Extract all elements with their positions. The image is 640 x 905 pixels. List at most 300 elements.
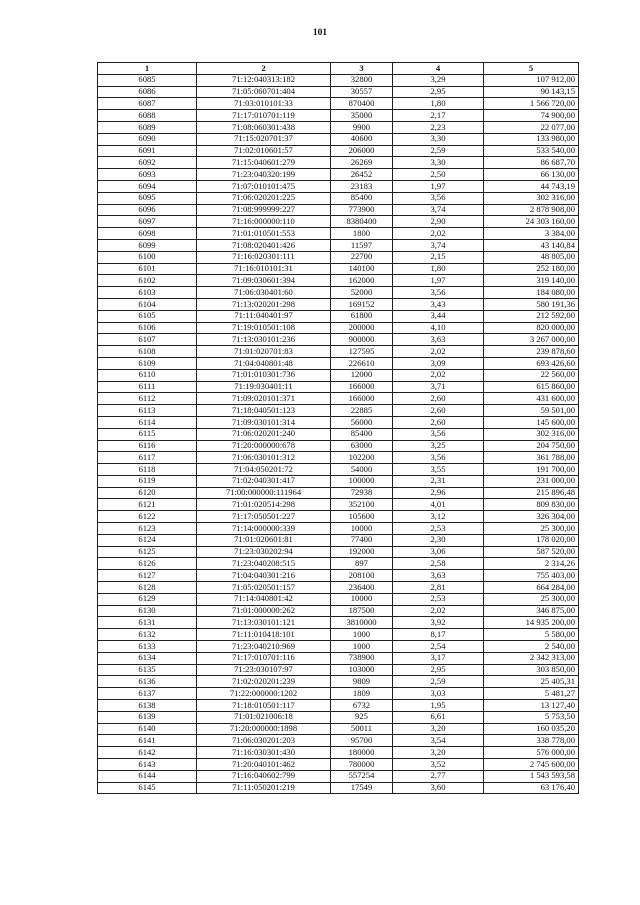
cadastral-number-cell: 71:22:000000:1202 [197, 688, 331, 700]
cadastral-number-cell: 71:17:010701:119 [197, 110, 331, 122]
value-cell: 326 304,00 [484, 511, 579, 523]
table-row [98, 641, 579, 653]
row-number-cell: 6115 [98, 428, 197, 440]
rate-cell: 2,30 [393, 534, 484, 546]
rate-cell: 2,77 [393, 770, 484, 782]
area-cell: 127595 [331, 346, 393, 358]
area-cell: 102200 [331, 452, 393, 464]
cadastral-number-cell: 71:15:040601:279 [197, 157, 331, 169]
table-row [98, 676, 579, 688]
row-number-cell: 6096 [98, 204, 197, 216]
row-number-cell: 6134 [98, 652, 197, 664]
table-row [98, 275, 579, 287]
table-row [98, 688, 579, 700]
cadastral-number-cell: 71:04:050201:72 [197, 464, 331, 476]
area-cell: 50011 [331, 723, 393, 735]
value-cell: 3 267 000,00 [484, 334, 579, 346]
row-number-cell: 6127 [98, 570, 197, 582]
row-number-cell: 6092 [98, 157, 197, 169]
table-row [98, 393, 579, 405]
cadastral-number-cell: 71:04:040801:48 [197, 357, 331, 369]
row-number-cell: 6145 [98, 782, 197, 794]
column-header-5: 5 [484, 63, 579, 75]
rate-cell: 3,63 [393, 334, 484, 346]
rate-cell: 2,15 [393, 251, 484, 263]
table-row [98, 180, 579, 192]
table-row [98, 121, 579, 133]
value-cell: 43 140,84 [484, 239, 579, 251]
cadastral-number-cell: 71:11:010418:101 [197, 629, 331, 641]
table-row [98, 192, 579, 204]
area-cell: 9809 [331, 676, 393, 688]
cadastral-number-cell: 71:09:030101:314 [197, 416, 331, 428]
row-number-cell: 6136 [98, 676, 197, 688]
rate-cell: 3,43 [393, 298, 484, 310]
area-cell: 352100 [331, 499, 393, 511]
value-cell: 338 778,00 [484, 735, 579, 747]
value-cell: 5 481,27 [484, 688, 579, 700]
table-row [98, 523, 579, 535]
cadastral-number-cell: 71:08:020401:426 [197, 239, 331, 251]
cadastral-number-cell: 71:11:040401:97 [197, 310, 331, 322]
table-header-row [98, 63, 579, 75]
cadastral-number-cell: 71:14:040801:42 [197, 593, 331, 605]
area-cell: 105600 [331, 511, 393, 523]
area-cell: 1000 [331, 629, 393, 641]
cadastral-number-cell: 71:09:020101:371 [197, 393, 331, 405]
column-header-2: 2 [197, 63, 331, 75]
table-row [98, 652, 579, 664]
value-cell: 44 743,19 [484, 180, 579, 192]
value-cell: 86 687,70 [484, 157, 579, 169]
area-cell: 925 [331, 711, 393, 723]
row-number-cell: 6093 [98, 169, 197, 181]
area-cell: 12000 [331, 369, 393, 381]
value-cell: 24 303 160,00 [484, 216, 579, 228]
row-number-cell: 6137 [98, 688, 197, 700]
cadastral-number-cell: 71:01:020514:298 [197, 499, 331, 511]
cadastral-number-cell: 71:01:000000:262 [197, 605, 331, 617]
value-cell: 178 020,00 [484, 534, 579, 546]
cadastral-number-cell: 71:08:060301:438 [197, 121, 331, 133]
value-cell: 809 830,00 [484, 499, 579, 511]
value-cell: 25 300,00 [484, 593, 579, 605]
value-cell: 2 540,00 [484, 641, 579, 653]
cadastral-number-cell: 71:23:030107:97 [197, 664, 331, 676]
area-cell: 169152 [331, 298, 393, 310]
value-cell: 133 980,00 [484, 133, 579, 145]
rate-cell: 2,23 [393, 121, 484, 133]
cadastral-number-cell: 71:02:010601:57 [197, 145, 331, 157]
row-number-cell: 6141 [98, 735, 197, 747]
table-row [98, 405, 579, 417]
table-row [98, 558, 579, 570]
row-number-cell: 6129 [98, 593, 197, 605]
area-cell: 557254 [331, 770, 393, 782]
rate-cell: 3,20 [393, 747, 484, 759]
row-number-cell: 6118 [98, 464, 197, 476]
cadastral-number-cell: 71:16:040602:799 [197, 770, 331, 782]
area-cell: 100000 [331, 475, 393, 487]
row-number-cell: 6111 [98, 381, 197, 393]
cadastral-number-cell: 71:13:030101:121 [197, 617, 331, 629]
row-number-cell: 6125 [98, 546, 197, 558]
rate-cell: 4,01 [393, 499, 484, 511]
table-row [98, 357, 579, 369]
cadastral-number-cell: 71:01:010301:736 [197, 369, 331, 381]
cadastral-number-cell: 71:19:030401:11 [197, 381, 331, 393]
area-cell: 192000 [331, 546, 393, 558]
value-cell: 5 580,00 [484, 629, 579, 641]
row-number-cell: 6117 [98, 452, 197, 464]
value-cell: 1 543 593,58 [484, 770, 579, 782]
cadastral-number-cell: 71:18:040501:123 [197, 405, 331, 417]
value-cell: 74 900,00 [484, 110, 579, 122]
row-number-cell: 6140 [98, 723, 197, 735]
value-cell: 319 140,00 [484, 275, 579, 287]
cadastral-number-cell: 71:02:040301:417 [197, 475, 331, 487]
column-header-3: 3 [331, 63, 393, 75]
area-cell: 85400 [331, 192, 393, 204]
table-row [98, 664, 579, 676]
rate-cell: 2,95 [393, 86, 484, 98]
area-cell: 200000 [331, 322, 393, 334]
value-cell: 212 592,00 [484, 310, 579, 322]
cadastral-number-cell: 71:12:040313:182 [197, 74, 331, 86]
cadastral-value-table [97, 62, 579, 794]
row-number-cell: 6099 [98, 239, 197, 251]
value-cell: 533 540,00 [484, 145, 579, 157]
table-row [98, 216, 579, 228]
cadastral-number-cell: 71:15:020701:37 [197, 133, 331, 145]
rate-cell: 3,56 [393, 287, 484, 299]
row-number-cell: 6121 [98, 499, 197, 511]
area-cell: 870400 [331, 98, 393, 110]
row-number-cell: 6100 [98, 251, 197, 263]
value-cell: 302 316,00 [484, 428, 579, 440]
value-cell: 25 300,00 [484, 523, 579, 535]
rate-cell: 2,58 [393, 558, 484, 570]
table-row [98, 98, 579, 110]
value-cell: 5 753,50 [484, 711, 579, 723]
cadastral-number-cell: 71:01:020601:81 [197, 534, 331, 546]
column-header-4: 4 [393, 63, 484, 75]
rate-cell: 1,95 [393, 700, 484, 712]
value-cell: 3 384,00 [484, 228, 579, 240]
value-cell: 2 878 908,00 [484, 204, 579, 216]
rate-cell: 2,31 [393, 475, 484, 487]
cadastral-number-cell: 71:00:000000:111964 [197, 487, 331, 499]
value-cell: 204 750,00 [484, 440, 579, 452]
rate-cell: 2,60 [393, 416, 484, 428]
column-header-1: 1 [98, 63, 197, 75]
table-row [98, 782, 579, 794]
table-row [98, 534, 579, 546]
cadastral-number-cell: 71:06:020201:225 [197, 192, 331, 204]
row-number-cell: 6088 [98, 110, 197, 122]
table-row [98, 499, 579, 511]
row-number-cell: 6133 [98, 641, 197, 653]
rate-cell: 2,59 [393, 676, 484, 688]
area-cell: 9900 [331, 121, 393, 133]
area-cell: 10000 [331, 523, 393, 535]
row-number-cell: 6097 [98, 216, 197, 228]
cadastral-number-cell: 71:08:999999:227 [197, 204, 331, 216]
area-cell: 187500 [331, 605, 393, 617]
cadastral-number-cell: 71:23:040210:969 [197, 641, 331, 653]
rate-cell: 6,61 [393, 711, 484, 723]
row-number-cell: 6102 [98, 275, 197, 287]
cadastral-number-cell: 71:19:010501:108 [197, 322, 331, 334]
value-cell: 184 080,00 [484, 287, 579, 299]
rate-cell: 1,80 [393, 98, 484, 110]
value-cell: 361 788,00 [484, 452, 579, 464]
row-number-cell: 6087 [98, 98, 197, 110]
rate-cell: 3,25 [393, 440, 484, 452]
rate-cell: 2,96 [393, 487, 484, 499]
table-row [98, 593, 579, 605]
cadastral-number-cell: 71:06:030101:312 [197, 452, 331, 464]
cadastral-number-cell: 71:06:030401:60 [197, 287, 331, 299]
area-cell: 17549 [331, 782, 393, 794]
rate-cell: 2,02 [393, 605, 484, 617]
row-number-cell: 6128 [98, 582, 197, 594]
row-number-cell: 6124 [98, 534, 197, 546]
row-number-cell: 6101 [98, 263, 197, 275]
row-number-cell: 6142 [98, 747, 197, 759]
rate-cell: 2,02 [393, 369, 484, 381]
table-row [98, 298, 579, 310]
table-row [98, 475, 579, 487]
rate-cell: 3,03 [393, 688, 484, 700]
area-cell: 63000 [331, 440, 393, 452]
row-number-cell: 6110 [98, 369, 197, 381]
rate-cell: 2,60 [393, 393, 484, 405]
table-row [98, 145, 579, 157]
table-row [98, 169, 579, 181]
value-cell: 615 860,00 [484, 381, 579, 393]
area-cell: 77400 [331, 534, 393, 546]
value-cell: 1 566 720,00 [484, 98, 579, 110]
cadastral-number-cell: 71:11:050201:219 [197, 782, 331, 794]
cadastral-number-cell: 71:23:040320:199 [197, 169, 331, 181]
row-number-cell: 6119 [98, 475, 197, 487]
row-number-cell: 6108 [98, 346, 197, 358]
rate-cell: 2,02 [393, 346, 484, 358]
value-cell: 107 912,00 [484, 74, 579, 86]
cadastral-number-cell: 71:01:010501:553 [197, 228, 331, 240]
table-row [98, 251, 579, 263]
table-row [98, 487, 579, 499]
page-number: 101 [312, 28, 328, 38]
value-cell: 90 143,15 [484, 86, 579, 98]
table-row [98, 464, 579, 476]
cadastral-number-cell: 71:20:000000:678 [197, 440, 331, 452]
table-row [98, 546, 579, 558]
value-cell: 13 127,40 [484, 700, 579, 712]
area-cell: 208100 [331, 570, 393, 582]
value-cell: 693 426,60 [484, 357, 579, 369]
table-row [98, 310, 579, 322]
row-number-cell: 6106 [98, 322, 197, 334]
rate-cell: 2,53 [393, 523, 484, 535]
area-cell: 738900 [331, 652, 393, 664]
value-cell: 22 077,00 [484, 121, 579, 133]
value-cell: 576 000,00 [484, 747, 579, 759]
rate-cell: 3,60 [393, 782, 484, 794]
area-cell: 23183 [331, 180, 393, 192]
table-row [98, 735, 579, 747]
rate-cell: 1,97 [393, 275, 484, 287]
rate-cell: 3,54 [393, 735, 484, 747]
rate-cell: 8,17 [393, 629, 484, 641]
cadastral-number-cell: 71:05:060701:404 [197, 86, 331, 98]
row-number-cell: 6126 [98, 558, 197, 570]
value-cell: 160 035,20 [484, 723, 579, 735]
table-row [98, 723, 579, 735]
rate-cell: 3,56 [393, 452, 484, 464]
rate-cell: 2,90 [393, 216, 484, 228]
cadastral-number-cell: 71:13:030101:236 [197, 334, 331, 346]
area-cell: 897 [331, 558, 393, 570]
table-row [98, 86, 579, 98]
value-cell: 664 284,00 [484, 582, 579, 594]
cadastral-number-cell: 71:04:040301:216 [197, 570, 331, 582]
table-row [98, 346, 579, 358]
value-cell: 303 850,00 [484, 664, 579, 676]
area-cell: 95700 [331, 735, 393, 747]
area-cell: 54000 [331, 464, 393, 476]
area-cell: 30557 [331, 86, 393, 98]
rate-cell: 4,10 [393, 322, 484, 334]
rate-cell: 3,56 [393, 192, 484, 204]
rate-cell: 1,80 [393, 263, 484, 275]
table-row [98, 287, 579, 299]
cadastral-number-cell: 71:07:010101:475 [197, 180, 331, 192]
cadastral-number-cell: 71:20:040101:462 [197, 759, 331, 771]
rate-cell: 3,56 [393, 428, 484, 440]
value-cell: 215 896,48 [484, 487, 579, 499]
cadastral-number-cell: 71:17:010701:116 [197, 652, 331, 664]
area-cell: 180000 [331, 747, 393, 759]
value-cell: 302 316,00 [484, 192, 579, 204]
value-cell: 755 403,00 [484, 570, 579, 582]
table-row [98, 582, 579, 594]
rate-cell: 3,30 [393, 157, 484, 169]
rate-cell: 3,74 [393, 204, 484, 216]
area-cell: 166000 [331, 393, 393, 405]
area-cell: 26269 [331, 157, 393, 169]
row-number-cell: 6103 [98, 287, 197, 299]
area-cell: 6732 [331, 700, 393, 712]
table-row [98, 759, 579, 771]
row-number-cell: 6090 [98, 133, 197, 145]
table-row [98, 157, 579, 169]
table-row [98, 440, 579, 452]
rate-cell: 2,59 [393, 145, 484, 157]
area-cell: 1800 [331, 228, 393, 240]
value-cell: 145 600,00 [484, 416, 579, 428]
area-cell: 32800 [331, 74, 393, 86]
table-row [98, 428, 579, 440]
table-row [98, 110, 579, 122]
cadastral-number-cell: 71:18:010501:117 [197, 700, 331, 712]
table-row [98, 381, 579, 393]
value-cell: 25 405,31 [484, 676, 579, 688]
area-cell: 22700 [331, 251, 393, 263]
rate-cell: 3,71 [393, 381, 484, 393]
table-row [98, 605, 579, 617]
cadastral-number-cell: 71:06:030201:203 [197, 735, 331, 747]
row-number-cell: 6094 [98, 180, 197, 192]
area-cell: 72938 [331, 487, 393, 499]
cadastral-number-cell: 71:02:020201:239 [197, 676, 331, 688]
table-row [98, 369, 579, 381]
table-row [98, 334, 579, 346]
cadastral-number-cell: 71:20:000000:1898 [197, 723, 331, 735]
area-cell: 140100 [331, 263, 393, 275]
cadastral-number-cell: 71:23:040208:515 [197, 558, 331, 570]
area-cell: 236400 [331, 582, 393, 594]
area-cell: 162000 [331, 275, 393, 287]
table-body [98, 74, 579, 794]
cadastral-number-cell: 71:01:020701:83 [197, 346, 331, 358]
rate-cell: 2,50 [393, 169, 484, 181]
cadastral-number-cell: 71:16:010101:31 [197, 263, 331, 275]
area-cell: 26452 [331, 169, 393, 181]
area-cell: 85400 [331, 428, 393, 440]
value-cell: 48 805,00 [484, 251, 579, 263]
rate-cell: 3,44 [393, 310, 484, 322]
area-cell: 10000 [331, 593, 393, 605]
table-row [98, 617, 579, 629]
rate-cell: 3,55 [393, 464, 484, 476]
cadastral-number-cell: 71:13:020201:298 [197, 298, 331, 310]
table-row [98, 700, 579, 712]
table-row [98, 228, 579, 240]
area-cell: 103000 [331, 664, 393, 676]
area-cell: 1809 [331, 688, 393, 700]
rate-cell: 3,52 [393, 759, 484, 771]
cadastral-number-cell: 71:14:000000:339 [197, 523, 331, 535]
cadastral-number-cell: 71:06:020201:240 [197, 428, 331, 440]
table-row [98, 239, 579, 251]
row-number-cell: 6104 [98, 298, 197, 310]
row-number-cell: 6122 [98, 511, 197, 523]
table-row [98, 416, 579, 428]
rate-cell: 2,53 [393, 593, 484, 605]
area-cell: 61800 [331, 310, 393, 322]
rate-cell: 3,20 [393, 723, 484, 735]
rate-cell: 2,17 [393, 110, 484, 122]
value-cell: 431 600,00 [484, 393, 579, 405]
row-number-cell: 6143 [98, 759, 197, 771]
value-cell: 231 000,00 [484, 475, 579, 487]
value-cell: 14 935 200,00 [484, 617, 579, 629]
area-cell: 206000 [331, 145, 393, 157]
rate-cell: 3,12 [393, 511, 484, 523]
value-cell: 191 700,00 [484, 464, 579, 476]
value-cell: 2 342 313,00 [484, 652, 579, 664]
row-number-cell: 6095 [98, 192, 197, 204]
row-number-cell: 6131 [98, 617, 197, 629]
value-cell: 820 000,00 [484, 322, 579, 334]
table-row [98, 133, 579, 145]
cadastral-number-cell: 71:16:020301:111 [197, 251, 331, 263]
rate-cell: 3,74 [393, 239, 484, 251]
area-cell: 166000 [331, 381, 393, 393]
row-number-cell: 6144 [98, 770, 197, 782]
